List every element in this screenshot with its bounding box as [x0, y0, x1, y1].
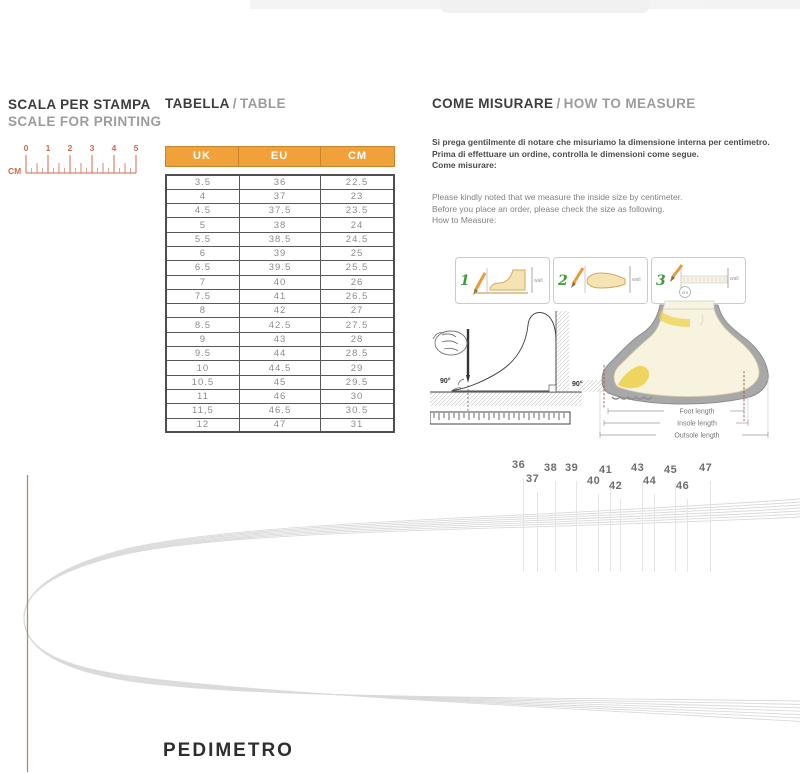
cell-eu: 38.5: [239, 232, 320, 246]
wall-label: wall: [730, 276, 739, 282]
size-mark-43: 43: [631, 462, 645, 474]
cell-eu: 39.5: [239, 261, 320, 275]
table-row: [166, 304, 394, 318]
cell-eu: 44.5: [239, 361, 320, 375]
size-mark-40: 40: [587, 475, 601, 487]
ruler-tick-3: 3: [89, 143, 95, 153]
ruler-tick-1: 1: [45, 143, 51, 153]
measure-heading: [432, 96, 696, 111]
cell-eu: 37: [239, 189, 320, 203]
cell-cm: 22.5: [321, 175, 394, 189]
cell-uk: 6.5: [166, 261, 239, 275]
cell-cm: 30.5: [321, 404, 394, 418]
size-mark-38: 38: [544, 462, 558, 474]
table-row: [166, 232, 394, 246]
table-row: [166, 289, 394, 303]
insole-length-label: Insole length: [677, 420, 717, 428]
step-number: 1: [460, 273, 470, 289]
size-guide-line: [642, 481, 643, 572]
cell-cm: 29: [321, 361, 394, 375]
table-row: [166, 404, 394, 418]
foot-marking-diagram: [430, 311, 608, 437]
table-row: [166, 332, 394, 346]
ruler-tick-4: 4: [111, 143, 117, 153]
size-guide-line: [687, 499, 688, 572]
size-mark-44: 44: [643, 475, 657, 487]
size-mark-37: 37: [526, 473, 540, 485]
cell-eu: 46: [239, 389, 320, 403]
angle-right-label: 90°: [572, 381, 583, 388]
cell-uk: 10.5: [166, 375, 239, 389]
size-guide-line: [537, 492, 538, 572]
cm-badge: cm: [682, 290, 688, 295]
table-row: [166, 204, 394, 218]
pedimetro-outline: [0, 455, 800, 773]
cell-eu: 37.5: [239, 204, 320, 218]
cm-ruler: [6, 142, 142, 178]
cell-uk: 12: [166, 418, 239, 432]
wall-label: wall: [534, 278, 543, 284]
step-number: 2: [558, 273, 568, 289]
print-scale-title: SCALA PER STAMPA: [8, 97, 151, 112]
table-row: [166, 318, 394, 332]
column-header-uk: UK: [165, 146, 239, 167]
intro-en-line: Please kindly noted that we measure the inside size by centimeter.: [432, 192, 683, 202]
table-row: [166, 389, 394, 403]
wall-label: wall: [632, 277, 641, 283]
size-guide-line: [675, 483, 676, 572]
cell-uk: 8.5: [166, 318, 239, 332]
table-row: [166, 218, 394, 232]
step-panel-1: [455, 257, 550, 304]
size-mark-36: 36: [512, 459, 526, 471]
shoe-length-diagram: [598, 297, 796, 439]
size-guide-line: [710, 481, 711, 572]
size-guide-line: [654, 494, 655, 572]
size-mark-42: 42: [609, 480, 623, 492]
cell-cm: 26: [321, 275, 394, 289]
measure-title-en: HOW TO MEASURE: [563, 96, 696, 111]
cell-eu: 43: [239, 332, 320, 346]
table-row: [166, 347, 394, 361]
ruler-tick-0: 0: [23, 143, 29, 153]
ruler-tick-5: 5: [133, 143, 139, 153]
foot-side-view-icon: [470, 260, 548, 303]
size-guide-line: [620, 499, 621, 572]
intro-it-line: Si prega gentilmente di notare che misuriamo la dimensione interna per centimetro.: [432, 137, 770, 147]
top-crop-band: [440, 0, 650, 13]
column-header-eu: EU: [239, 146, 321, 167]
intro-en-line: How to Measure:: [432, 215, 497, 225]
table-row: [166, 175, 394, 189]
cell-uk: 4.5: [166, 204, 239, 218]
size-mark-41: 41: [599, 464, 613, 476]
top-crop-band: [700, 0, 800, 6]
cell-cm: 30: [321, 389, 394, 403]
cell-eu: 40: [239, 275, 320, 289]
cell-cm: 28: [321, 332, 394, 346]
ruler-tick-2: 2: [67, 143, 73, 153]
intro-it-line: Prima di effettuare un ordine, controlla le dimensioni come segue.: [432, 148, 699, 159]
cell-cm: 25.5: [321, 261, 394, 275]
table-row: [166, 275, 394, 289]
cell-eu: 36: [239, 175, 320, 189]
cell-eu: 45: [239, 375, 320, 389]
pedimetro-title: PEDIMETRO: [163, 740, 294, 761]
foot-length-label: Foot length: [679, 408, 715, 416]
cell-uk: 7.5: [166, 289, 239, 303]
measure-title-it: COME MISURARE: [432, 96, 554, 111]
table-row: [166, 375, 394, 389]
cell-cm: 29.5: [321, 375, 394, 389]
table-row: [166, 246, 394, 260]
table-title-separator: /: [232, 96, 237, 111]
cell-eu: 46.5: [239, 404, 320, 418]
size-guide-line: [523, 478, 524, 572]
intro-en-line: Before you place an order, please check the size as following.: [432, 203, 665, 214]
table-row: [166, 189, 394, 203]
size-guide-line: [610, 483, 611, 572]
cell-cm: 28.5: [321, 347, 394, 361]
size-mark-45: 45: [664, 464, 678, 476]
size-mark-46: 46: [676, 480, 690, 492]
table-title-it: TABELLA: [165, 96, 230, 111]
cell-uk: 7: [166, 275, 239, 289]
table-row: [166, 261, 394, 275]
cell-eu: 41: [239, 289, 320, 303]
intro-it-line: Come misurare:: [432, 160, 497, 170]
cell-cm: 27.5: [321, 318, 394, 332]
cell-eu: 44: [239, 347, 320, 361]
size-mark-39: 39: [565, 462, 579, 474]
step-number: 3: [656, 273, 666, 289]
size-guide-line: [598, 494, 599, 572]
table-heading: [165, 96, 286, 111]
cell-uk: 6: [166, 246, 239, 260]
print-scale-heading: [8, 96, 161, 130]
size-guide-line: [576, 481, 577, 572]
cell-eu: 47: [239, 418, 320, 432]
measure-intro-english: [432, 192, 797, 227]
cell-cm: 23.5: [321, 204, 394, 218]
cell-uk: 11,5: [166, 404, 239, 418]
column-header-cm: CM: [321, 146, 395, 167]
cell-cm: 26.5: [321, 289, 394, 303]
cell-cm: 24: [321, 218, 394, 232]
measure-intro-italian: [432, 137, 797, 172]
cell-cm: 23: [321, 189, 394, 203]
cell-cm: 24.5: [321, 232, 394, 246]
cell-eu: 42: [239, 304, 320, 318]
cell-uk: 8: [166, 304, 239, 318]
cell-cm: 27: [321, 304, 394, 318]
size-guide-line: [555, 481, 556, 572]
table-row: [166, 418, 394, 432]
table-row: [166, 361, 394, 375]
cell-uk: 10: [166, 361, 239, 375]
cell-uk: 3.5: [166, 175, 239, 189]
size-mark-47: 47: [699, 462, 713, 474]
cell-eu: 39: [239, 246, 320, 260]
cell-uk: 11: [166, 389, 239, 403]
cell-cm: 31: [321, 418, 394, 432]
cell-uk: 4: [166, 189, 239, 203]
angle-left-label: 90°: [440, 378, 451, 385]
measure-title-separator: /: [556, 96, 561, 111]
size-conversion-table: [165, 174, 395, 433]
cell-uk: 5: [166, 218, 239, 232]
outsole-length-label: Outsole length: [674, 432, 720, 439]
cell-uk: 5.5: [166, 232, 239, 246]
table-title-en: TABLE: [239, 96, 286, 111]
ruler-unit-label: CM: [8, 166, 22, 176]
print-scale-subtitle: SCALE FOR PRINTING: [8, 114, 162, 129]
cell-uk: 9.5: [166, 347, 239, 361]
cell-eu: 42.5: [239, 318, 320, 332]
size-table-header: [165, 146, 395, 167]
cell-cm: 25: [321, 246, 394, 260]
cell-uk: 9: [166, 332, 239, 346]
cell-eu: 38: [239, 218, 320, 232]
